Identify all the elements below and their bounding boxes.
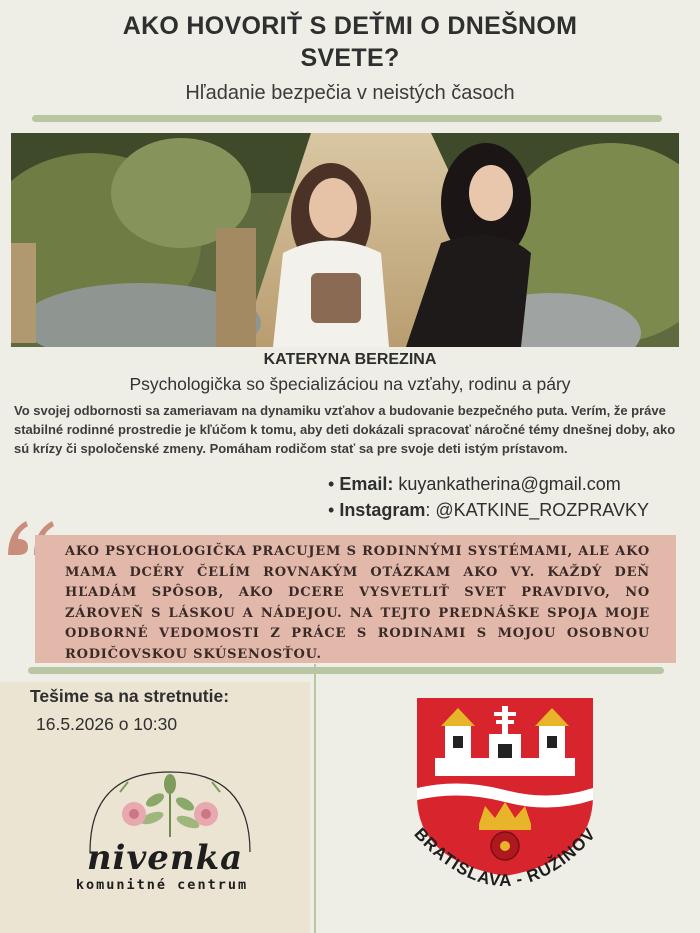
event-label: Tešime sa na stretnutie: — [30, 686, 230, 706]
email-row: • Email: kuyankatherina@gmail.com — [328, 474, 621, 494]
top-divider — [32, 115, 662, 122]
crest-icon — [405, 686, 605, 921]
crest-caption: BRATISLAVA - RUŽINOV — [410, 824, 600, 891]
page-title — [0, 10, 700, 74]
middle-divider — [28, 667, 664, 674]
speaker-name: KATERYNA BEREZINA — [263, 351, 437, 368]
instagram-handle[interactable]: : @KATKINE_ROZPRAVKY — [425, 500, 649, 520]
email-label: Email: — [339, 474, 394, 494]
page-subtitle: Hľadanie bezpečia v neistých časoch — [185, 82, 515, 104]
contact-list — [328, 471, 649, 523]
vertical-divider — [314, 664, 316, 933]
nivenka-wordmark: nivenka — [86, 838, 244, 878]
email-link[interactable]: kuyankatherina@gmail.com — [398, 474, 621, 494]
instagram-label: Instagram — [339, 500, 426, 520]
nivenka-subtitle: komunitné centrum — [75, 877, 249, 893]
speaker-photo — [11, 133, 679, 347]
instagram-row: • Instagram: @KATKINE_ROZPRAVKY — [328, 500, 649, 520]
title-line-2: SVETE? — [300, 44, 400, 72]
quote-box: AKO PSYCHOLOGIČKA PRACUJEM S RODINNÝMI SYSTÉMAMI, ALE AKO MAMA DCÉRY ČELÍM ROVNAKÝM OTÁZKAM AKO VY. KAŽDÝ DEŇ HĽADÁM SPÔSOB, AKO DCERE VYSVETLIŤ SVET PRAVDIVO, NO ZÁROVEŇ S LÁSKOU A NÁDEJOU. NA TEJTO PREDNÁŠKE SPOJA MOJE ODBORNÉ VEDOMOSTI Z PRÁCE S RODINAMI S MOJOU OSOBNOU RODIČOVSKOU SKÚSENOSŤOU. — [35, 535, 676, 663]
title-line-1: AKO HOVORIŤ S DEŤMI O DNEŠNOM — [122, 12, 578, 40]
event-date: 16.5.2026 o 10:30 — [36, 714, 178, 734]
speaker-role: Psychologička so špecializáciou na vzťahy, rodinu a páry — [129, 374, 571, 394]
speaker-bio: Vo svojej odbornosti sa zameriavam na dynamiku vzťahov a budovanie bezpečného puta. Verím, že práve stabilné rodinné prostredie je kľúčom k tomu, aby deti dokázali spracovať náročné témy dnešnej doby, ako sú krízy či spoločenské zmeny. Pomáham rodičom stať sa pre svoje deti istým prístavom. — [14, 403, 676, 456]
